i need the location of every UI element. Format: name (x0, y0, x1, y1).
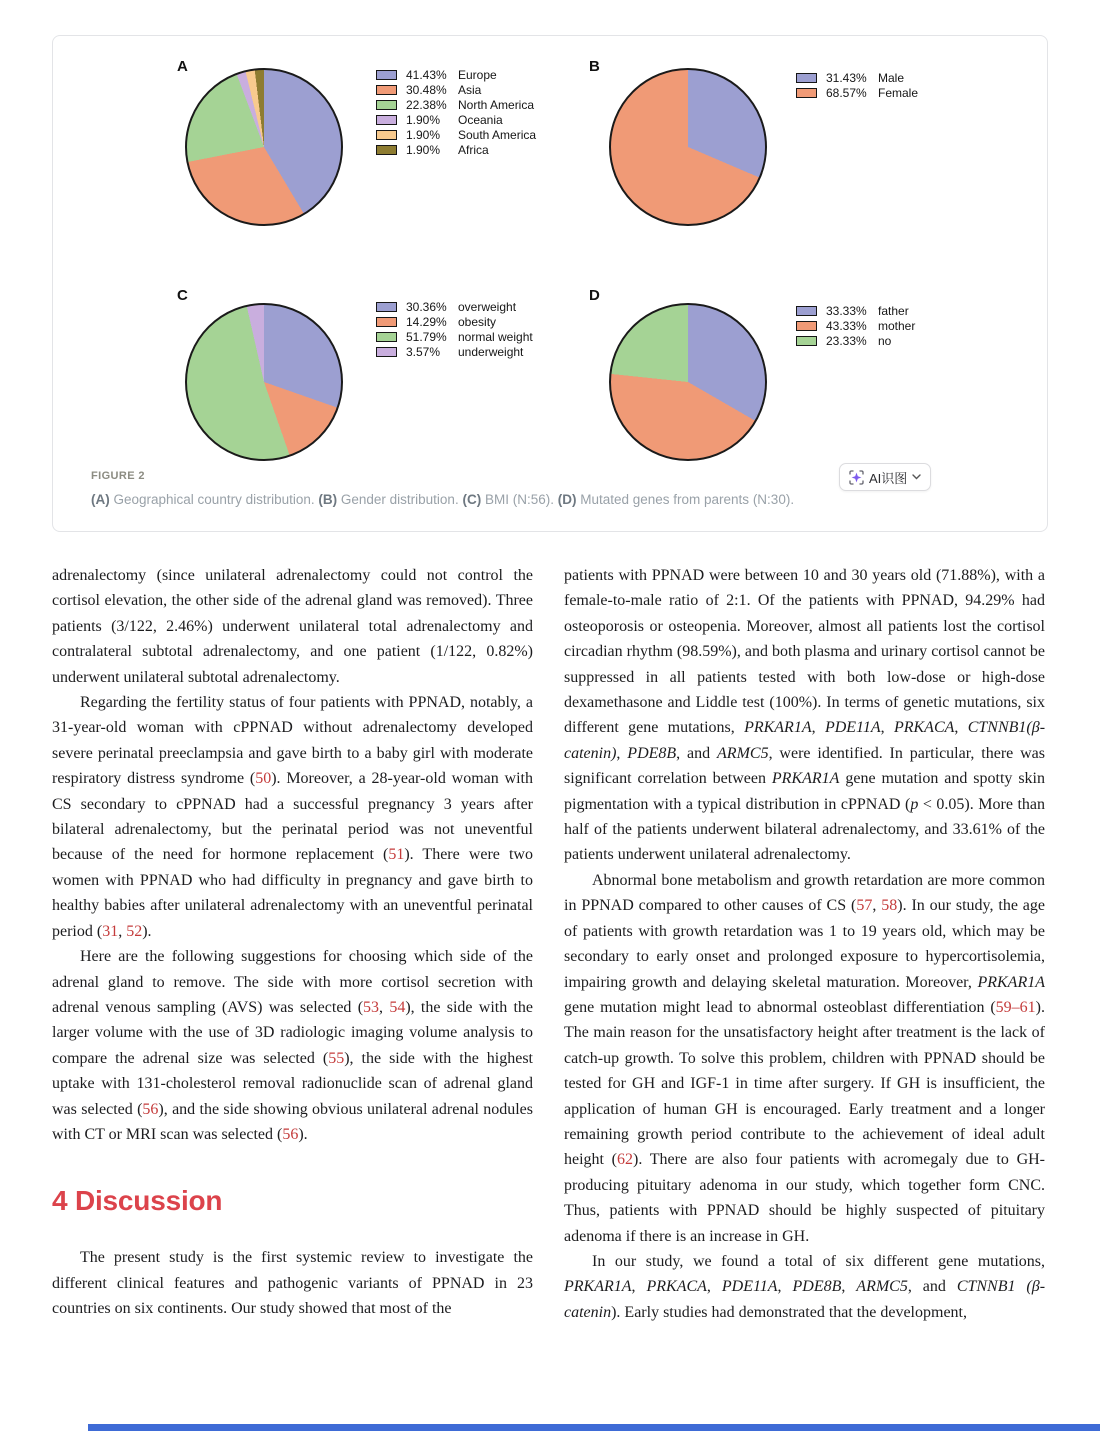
legend-swatch (376, 332, 397, 342)
legend-label: Asia (458, 83, 482, 97)
legend-label: Europe (458, 68, 497, 82)
legend-percent: 3.57% (406, 345, 441, 359)
legend-label: normal weight (458, 330, 533, 344)
panel-a-label: A (177, 58, 188, 75)
legend-label: underweight (458, 345, 524, 359)
panel-c-label: C (177, 287, 188, 304)
pie-chart-a (185, 68, 343, 226)
legend-swatch (376, 100, 397, 110)
bottom-blue-bar (88, 1424, 1100, 1431)
chevron-down-icon[interactable] (912, 474, 921, 480)
legend-label: no (878, 334, 892, 348)
paragraph: patients with PPNAD were between 10 and 30 years old (71.88%), with a female-to-male ratio of 2:1. Of the patients with PPNAD, 94.29% had osteoporosis or osteopenia. Moreover, almost all patients lost the cortisol circadian rhythm (98.59%), and both plasma and urinary cortisol cannot be suppressed in all patients tested with both low-dose or high-dose dexamethasone and Liddle test (100%). In terms of genetic mutations, six different gene mutations, PRKAR1A, PDE11A, PRKACA, CTNNB1(β-catenin), PDE8B, and ARMC5, were identified. In particular, there was significant correlation between PRKAR1A gene mutation and spotty skin pigmentation with a typical distribution in cPPNAD (p < 0.05). More than half of the patients underwent bilateral adrenalectomy, and 33.61% of the patients underwent unilateral adrenalectomy. (564, 567, 1046, 864)
legend-swatch (376, 70, 397, 80)
left-column (52, 563, 533, 1325)
legend-row (376, 99, 536, 112)
legend-label: Female (878, 86, 919, 100)
section-heading-discussion: 4 Discussion (52, 1185, 223, 1217)
figure-2-card (52, 35, 1048, 532)
legend-row (376, 84, 536, 97)
paragraph: Here are the following suggestions for choosing which side of the adrenal gland to remove. The side with more cortisol secretion with adrenal venous sampling (AVS) was selected (53, 54), the side with the larger volume with the use of 3D radiologic imaging volume analysis to compare the adrenal size was selected (55), the side with the highest uptake with 131-cholesterol removal radionuclide scan of adrenal gland was selected (56), and the side showing obvious unilateral adrenal nodules with CT or MRI scan was selected (56). (52, 948, 534, 1143)
legend-label: Oceania (458, 113, 503, 127)
legend-row (796, 305, 915, 318)
legend-row (796, 72, 918, 85)
legend-label: father (878, 304, 909, 318)
ai-sparkle-icon (849, 470, 864, 485)
pie-chart-b (609, 68, 767, 226)
legend-percent: 1.90% (406, 128, 441, 142)
legend-row (376, 316, 533, 329)
pie-chart-c (185, 303, 343, 461)
legend-row (376, 331, 533, 344)
legend-percent: 43.33% (826, 319, 867, 333)
paragraph: Regarding the fertility status of four patients with PPNAD, notably, a 31-year-old woman with cPPNAD without adrenalectomy developed severe perinatal preeclampsia and gave birth to a baby girl with moderate respiratory distress syndrome (50). Moreover, a 28-year-old woman with CS secondary to cPPNAD had a successful pregnancy 3 years after bilateral adrenalectomy, but the perinatal period was not uneventful because of the need for hormone replacement (51). There were two women with PPNAD who had difficulty in pregnancy and gave birth to healthy babies after unilateral adrenalectomy with an uneventful perinatal period (31, 52). (52, 694, 534, 940)
legend-row (376, 114, 536, 127)
legend-row (796, 87, 918, 100)
pie-chart-d (609, 303, 767, 461)
legend-label: Male (878, 71, 905, 85)
legend-swatch (376, 302, 397, 312)
legend-swatch (376, 85, 397, 95)
paragraph: Abnormal bone metabolism and growth retardation are more common in PPNAD compared to other causes of CS (57, 58). In our study, the age of patients with growth retardation was 1 to 19 years old, which may be secondary to early onset and prolonged exposure to hypercortisolemia, impairing growth and delaying skeletal maturation. Moreover, PRKAR1A gene mutation might lead to abnormal osteoblast differentiation (59–61). The main reason for the unsatisfactory height after treatment is the lack of catch-up growth. To solve this problem, children with PPNAD should be tested for GH and IGF-1 in time after surgery. If GH is insufficient, the application of human GH is encouraged. Early treatment and a longer remaining growth period contribute to the achievement of ideal adult height (62). There are also four patients with acromegaly due to GH-producing pituitary adenoma in our study, which together form CNC. Thus, patients with PPNAD should be highly suspected of pituitary adenoma if there is an increase in GH. (564, 871, 1046, 1245)
legend-row (376, 346, 533, 359)
legend-percent: 14.29% (406, 315, 447, 329)
legend-percent: 23.33% (826, 334, 867, 348)
legend-row (376, 69, 536, 82)
legend-percent: 30.48% (406, 83, 447, 97)
legend-swatch (796, 321, 817, 331)
pie-chart-d-legend (796, 305, 915, 348)
legend-row (796, 335, 915, 348)
legend-percent: 22.38% (406, 98, 447, 112)
legend-swatch (796, 336, 817, 346)
legend-swatch (796, 88, 817, 98)
legend-swatch (376, 317, 397, 327)
legend-swatch (796, 73, 817, 83)
figure-caption-label: FIGURE 2 (91, 470, 145, 482)
legend-percent: 1.90% (406, 113, 441, 127)
article-body (52, 563, 1046, 1325)
pie-chart-c-legend (376, 301, 533, 359)
panel-b-label: B (589, 58, 600, 75)
legend-percent: 68.57% (826, 86, 867, 100)
legend-swatch (376, 347, 397, 357)
legend-swatch (376, 130, 397, 140)
legend-label: Africa (458, 143, 489, 157)
pie-chart-a-legend (376, 69, 536, 157)
legend-row (376, 129, 536, 142)
legend-label: North America (458, 98, 535, 112)
legend-percent: 41.43% (406, 68, 447, 82)
legend-row (796, 320, 915, 333)
legend-label: mother (878, 319, 916, 333)
legend-row (376, 301, 533, 314)
legend-row (376, 144, 536, 157)
paragraph: In our study, we found a total of six different gene mutations, PRKAR1A, PRKACA, PDE11A, PDE8B, ARMC5, and CTNNB1 (β-catenin). Early studies had demonstrated that the development, (564, 1252, 1046, 1321)
panel-d-label: D (589, 287, 600, 304)
legend-percent: 33.33% (826, 304, 867, 318)
ai-image-recognition-button[interactable] (839, 463, 931, 491)
legend-label: obesity (458, 315, 497, 329)
legend-swatch (376, 115, 397, 125)
legend-percent: 51.79% (406, 330, 447, 344)
legend-swatch (796, 306, 817, 316)
legend-label: South America (458, 128, 537, 142)
paragraph: The present study is the first systemic review to investigate the different clinical features and pathogenic variants of PPNAD in 23 countries on six continents. Our study showed that most of the (52, 1249, 533, 1318)
legend-swatch (376, 145, 397, 155)
legend-percent: 30.36% (406, 300, 447, 314)
legend-percent: 31.43% (826, 71, 867, 85)
paragraph: adrenalectomy (since unilateral adrenalectomy could not control the cortisol elevation, the other side of the adrenal gland was removed). Three patients (3/122, 2.46%) underwent unilateral total adrenalectomy and contralateral subtotal adrenalectomy, and one patient (1/122, 0.82%) underwent unilateral subtotal adrenalectomy. (52, 567, 533, 686)
ai-button-label: AI识图 (869, 470, 908, 486)
legend-label: overweight (458, 300, 517, 314)
figure-caption-text: (A) Geographical country distribution. (B) Gender distribution. (C) BMI (N:56). (D) Mutated genes from parents (N:30). (91, 492, 795, 507)
pie-chart-b-legend (796, 72, 918, 100)
right-column (564, 563, 1045, 1325)
legend-percent: 1.90% (406, 143, 441, 157)
